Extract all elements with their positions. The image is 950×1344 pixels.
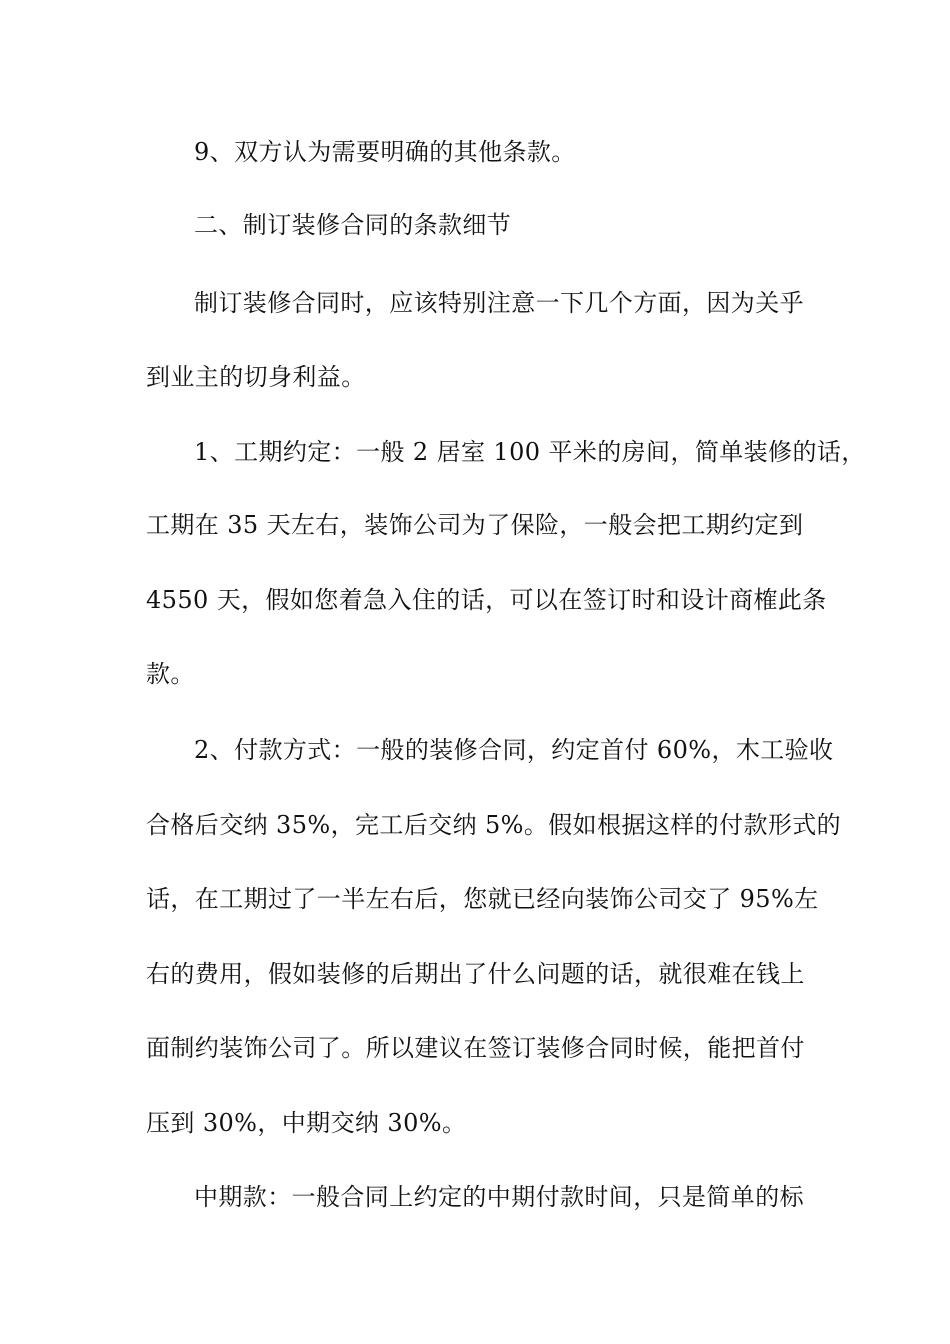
paragraph-line: 压到 30%，中期交纳 30%。 [146, 1109, 467, 1137]
paragraph-line: 话，在工期过了一半左右后，您就已经向装饰公司交了 95%左 [146, 885, 819, 913]
paragraph-line: 4550 天，假如您着急入住的话，可以在签订时和设计商榷此条 [146, 586, 827, 614]
paragraph-line: 右的费用，假如装修的后期出了什么问题的话，就很难在钱上 [146, 960, 805, 988]
paragraph-line: 2、付款方式：一般的装修合同，约定首付 60%，木工验收 [194, 736, 834, 764]
paragraph-line: 制订装修合同时，应该特别注意一下几个方面，因为关乎 [194, 289, 804, 317]
clause-9-line: 9、双方认为需要明确的其他条款。 [194, 138, 576, 166]
paragraph-line: 到业主的切身利益。 [146, 363, 366, 391]
section-heading: 二、制订装修合同的条款细节 [194, 211, 512, 239]
paragraph-line: 面制约装饰公司了。所以建议在签订装修合同时候，能把首付 [146, 1034, 805, 1062]
paragraph-line: 中期款：一般合同上约定的中期付款时间，只是简单的标 [194, 1183, 804, 1211]
paragraph-line: 1、工期约定：一般 2 居室 100 平米的房间，简单装修的话， [194, 438, 866, 466]
paragraph-line: 合格后交纳 35%，完工后交纳 5%。假如根据这样的付款形式的 [146, 811, 842, 839]
paragraph-line: 工期在 35 天左右，装饰公司为了保险，一般会把工期约定到 [146, 511, 804, 539]
paragraph-line: 款。 [146, 660, 195, 688]
